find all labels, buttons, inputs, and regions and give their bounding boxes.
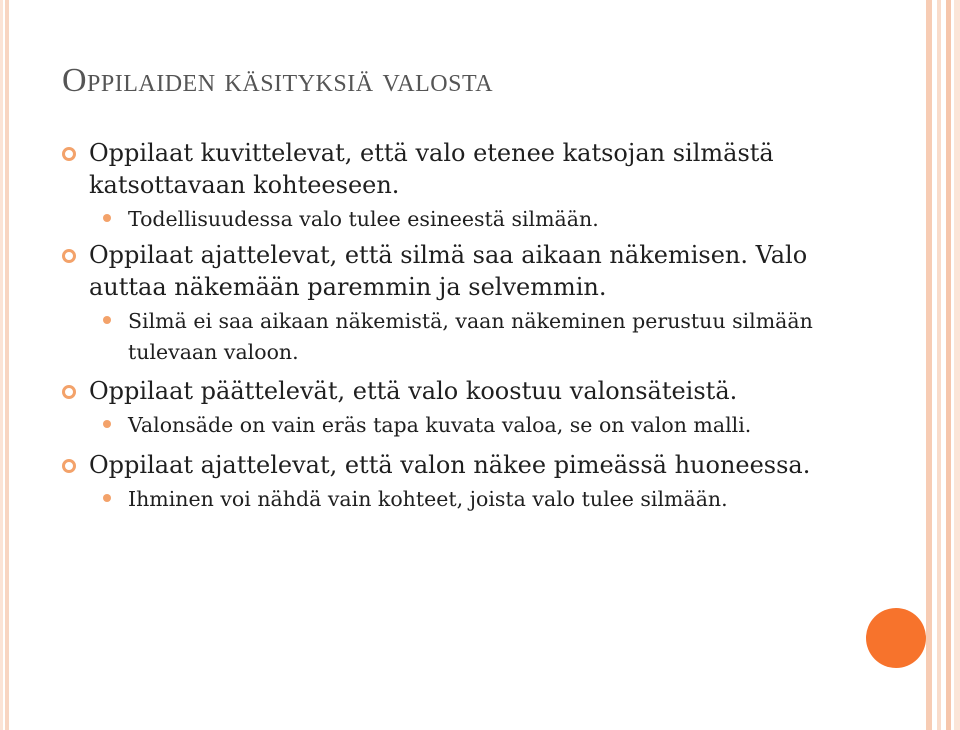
bullet-text: Oppilaat ajattelevat, että valon näkee pimeässä huoneessa. [89,451,811,479]
sub-bullet-text: Valonsäde on vain eräs tapa kuvata valoa, se on valon malli. [128,413,752,437]
ring-bullet-icon [61,146,77,162]
bullet-text: Oppilaat kuvittelevat, että valo etenee katsojan silmästä katsottavaan kohteeseen. [89,139,774,199]
bullet-item-4 [60,449,840,481]
bullet-item-1 [60,137,840,201]
dot-bullet-icon [103,420,111,428]
sub-bullet-item-3 [60,410,840,441]
bullet-text: Oppilaat ajattelevat, että silmä saa aikaan näkemisen. Valo auttaa näkemään paremmin ja selvemmin. [89,241,808,301]
bullet-item-3 [60,375,840,407]
ring-bullet-icon [61,384,77,400]
dot-bullet-icon [103,494,111,502]
bullet-item-2 [60,239,840,303]
right-decorative-border [920,0,960,730]
sub-bullet-text: Ihminen voi nähdä vain kohteet, joista valo tulee silmään. [128,487,728,511]
ring-bullet-icon [61,458,77,474]
dot-bullet-icon [103,214,111,222]
sub-bullet-text: Todellisuudessa valo tulee esineestä silmään. [128,207,599,231]
sub-bullet-item-1 [60,204,840,235]
decorative-orange-circle [866,608,926,668]
sub-bullet-item-4 [60,484,840,515]
slide-body [60,137,840,515]
dot-bullet-icon [103,316,111,324]
sub-bullet-item-2 [60,306,840,368]
ring-bullet-icon [61,248,77,264]
left-decorative-border [0,0,12,730]
sub-bullet-text: Silmä ei saa aikaan näkemistä, vaan näkeminen perustuu silmään tulevaan valoon. [128,309,813,364]
bullet-text: Oppilaat päättelevät, että valo koostuu valonsäteistä. [89,377,738,405]
slide-title: Oppilaiden käsityksiä valosta [62,62,494,99]
